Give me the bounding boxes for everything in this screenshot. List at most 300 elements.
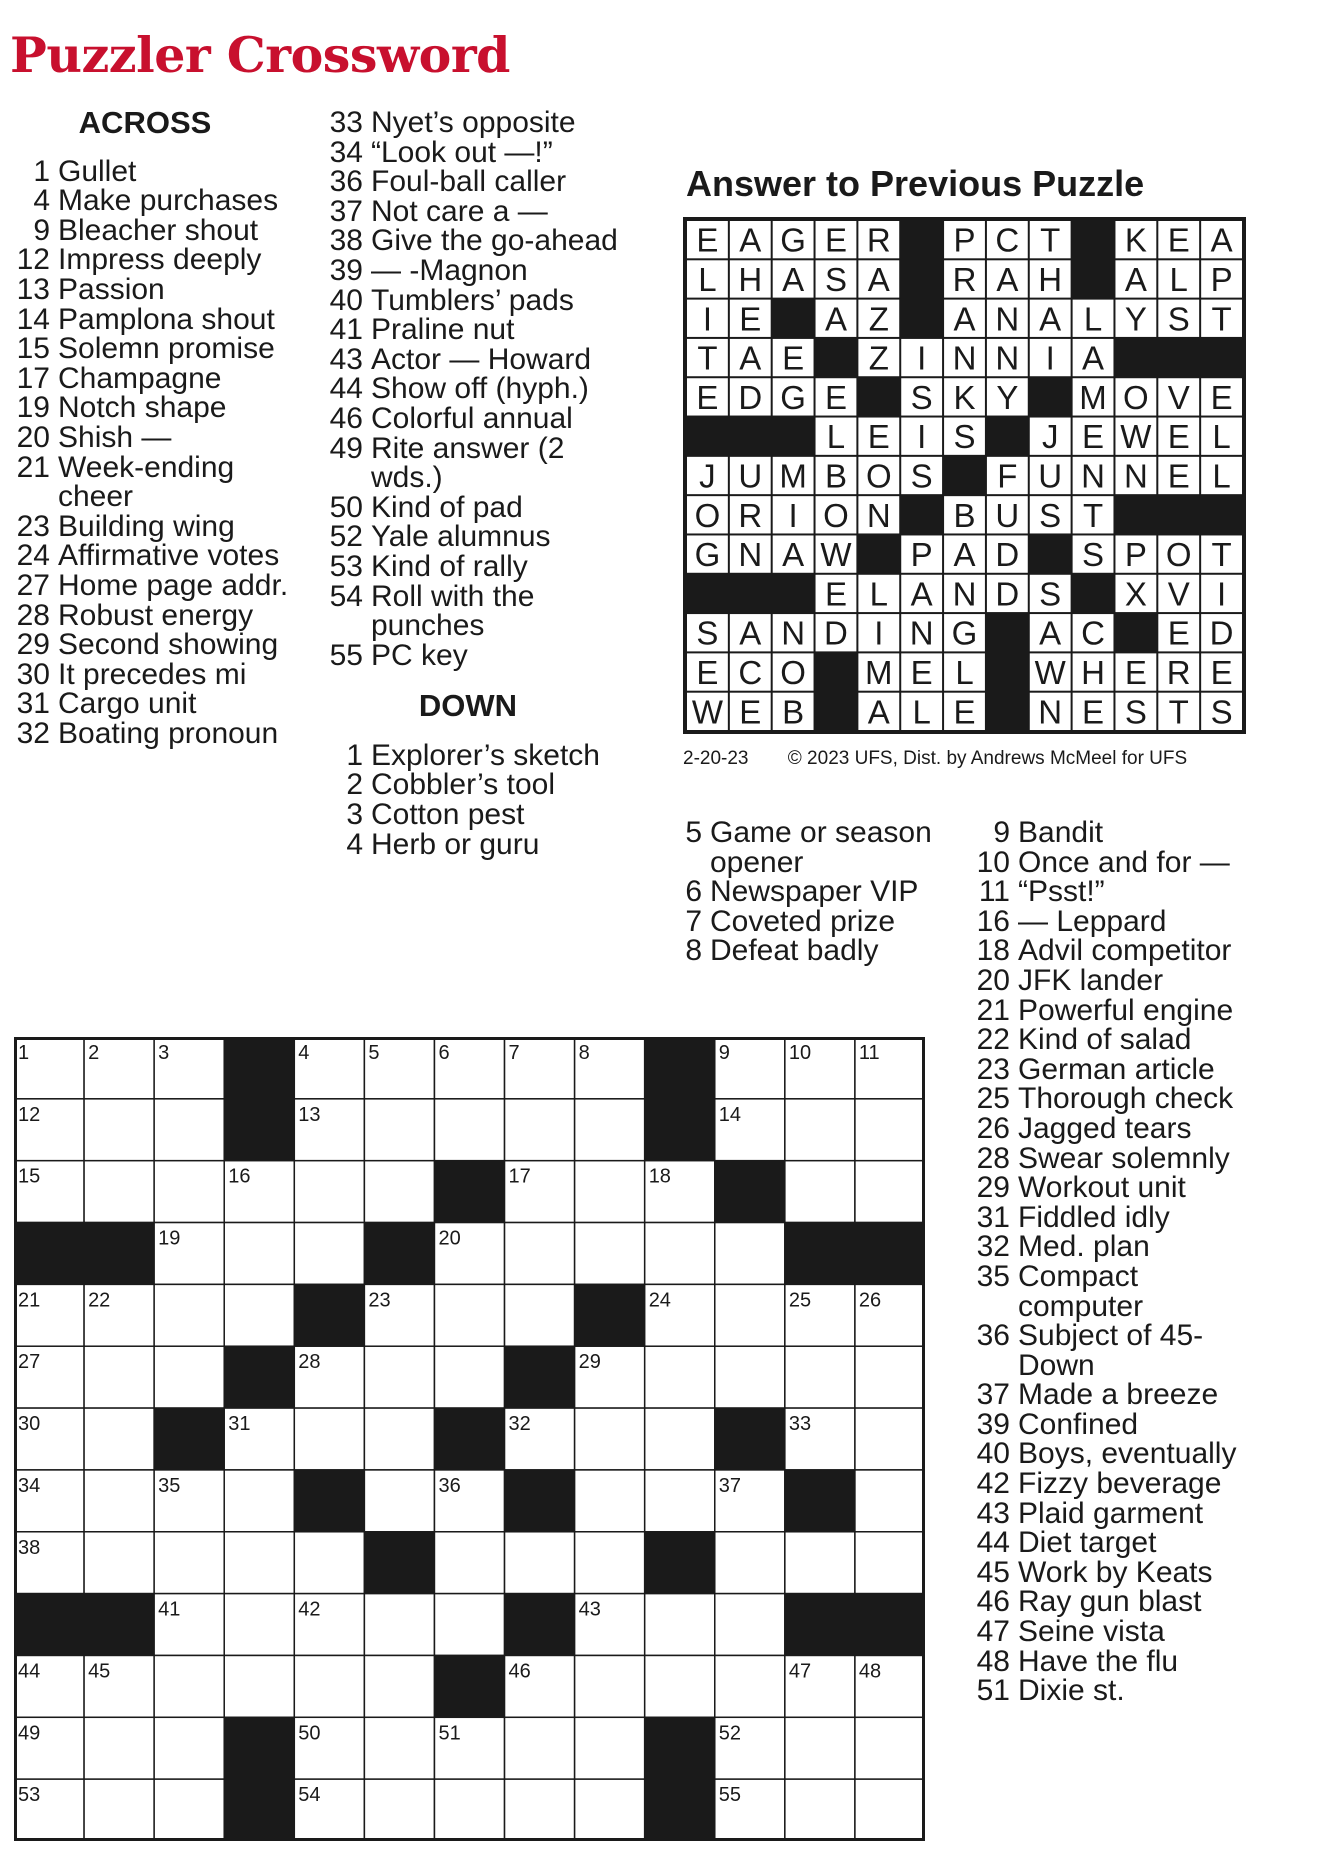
black-square (434, 1655, 504, 1717)
black-square (294, 1284, 364, 1346)
grid-cell[interactable] (84, 1717, 154, 1779)
answer-letter: S (1210, 693, 1233, 731)
answer-black-square (943, 456, 986, 496)
answer-letter: P (910, 536, 933, 574)
cell-number: 38 (18, 1536, 41, 1559)
grid-cell[interactable] (294, 1223, 364, 1285)
grid-cell[interactable] (505, 1779, 575, 1841)
answer-letter: E (739, 300, 762, 338)
down-clue-5 (662, 818, 962, 877)
answer-letter: A (910, 575, 933, 613)
down-clue-35 (970, 1259, 1270, 1323)
clue-text: It precedes mi (58, 657, 247, 691)
grid-cell[interactable] (364, 1779, 434, 1841)
cell-number: 25 (788, 1289, 812, 1312)
grid-cell[interactable] (715, 1655, 785, 1717)
black-square (505, 1594, 575, 1656)
grid-cell[interactable] (84, 1779, 154, 1841)
clue-text: “Psst!” (1018, 875, 1105, 909)
answer-letter: S (1039, 575, 1062, 613)
answer-letter: E (782, 339, 805, 377)
cell-number: 18 (648, 1165, 671, 1188)
black-square (224, 1779, 294, 1841)
answer-letter: Y (1124, 300, 1147, 338)
grid-cell[interactable] (575, 1532, 645, 1594)
down-clue-44 (970, 1528, 1270, 1558)
clue-text: Affirmative votes (58, 539, 280, 573)
cell-number: 10 (788, 1042, 812, 1064)
grid-cell[interactable] (645, 1346, 715, 1408)
black-square (785, 1594, 855, 1656)
across-clue-53 (323, 549, 628, 583)
answer-letter: E (824, 221, 847, 259)
black-square (715, 1161, 785, 1223)
answer-letter: N (952, 339, 977, 377)
grid-cell[interactable] (575, 1099, 645, 1161)
black-square (434, 1408, 504, 1470)
answer-letter: E (1082, 418, 1105, 456)
clue-number: 20 (16, 420, 50, 454)
grid-cell[interactable] (645, 1655, 715, 1717)
answer-letter: W (1034, 654, 1066, 692)
answer-letter: A (953, 300, 976, 338)
answer-letter: O (780, 654, 806, 692)
grid-cell[interactable] (715, 1594, 785, 1656)
black-square (785, 1223, 855, 1285)
answer-letter: S (910, 457, 933, 495)
answer-black-square (815, 692, 858, 731)
clue-number: 36 (329, 165, 363, 199)
answer-letter: O (694, 496, 721, 534)
cell-number: 37 (718, 1474, 742, 1497)
grid-cell[interactable] (154, 1161, 224, 1223)
answer-letter: L (1212, 457, 1231, 495)
grid-cell[interactable] (785, 1161, 855, 1223)
down-clue-10 (970, 845, 1270, 879)
clue-number: 3 (346, 798, 363, 832)
clue-number: 30 (16, 657, 50, 691)
across-clue-14 (10, 302, 300, 336)
answer-letter: A (739, 339, 762, 377)
clue-text: Show off (hyph.) (371, 372, 589, 406)
clue-text: Swear solemnly (1018, 1141, 1230, 1175)
grid-cell[interactable] (84, 1161, 154, 1223)
clue-number: 46 (976, 1585, 1010, 1619)
clue-number: 1 (346, 738, 363, 772)
grid-cell[interactable] (434, 1284, 504, 1346)
grid-cell[interactable] (575, 1470, 645, 1532)
across-clue-41 (323, 315, 628, 345)
clue-number: 1 (33, 154, 50, 188)
grid-cell[interactable] (575, 1408, 645, 1470)
grid-cell[interactable] (505, 1717, 575, 1779)
clue-number: 38 (329, 224, 363, 258)
cell-number: 53 (18, 1784, 41, 1807)
cell-number: 26 (858, 1289, 882, 1312)
grid-cell[interactable] (855, 1161, 925, 1223)
across-clue-19 (10, 393, 300, 423)
answer-grid (683, 217, 1246, 734)
answer-letter: O (1165, 536, 1192, 574)
down-clues-column-3 (970, 818, 1270, 1706)
grid-cell[interactable] (224, 1594, 294, 1656)
clue-number: 2 (346, 768, 363, 802)
clue-text: Ray gun blast (1018, 1585, 1202, 1619)
grid-cell[interactable] (434, 1779, 504, 1841)
black-square (715, 1408, 785, 1470)
across-clue-24 (10, 541, 300, 571)
clue-text: Building wing (58, 509, 235, 543)
grid-cell[interactable] (785, 1779, 855, 1841)
clue-number: 28 (16, 598, 50, 632)
black-square (645, 1779, 715, 1841)
answer-letter: P (1124, 536, 1147, 574)
answer-letter: A (782, 260, 805, 298)
clue-number: 31 (976, 1200, 1010, 1234)
answer-letter: A (1210, 221, 1233, 259)
black-square (14, 1594, 84, 1656)
clue-text: Champagne (58, 361, 222, 395)
clue-number: 11 (978, 875, 1010, 909)
clue-text: Bleacher shout (58, 213, 259, 247)
cell-number: 17 (508, 1165, 531, 1188)
clue-text: Week-ending cheer (58, 450, 235, 514)
answer-letter: I (917, 339, 927, 377)
grid-cell[interactable] (84, 1099, 154, 1161)
grid-cell[interactable] (505, 1532, 575, 1594)
grid-cell[interactable] (575, 1161, 645, 1223)
grid-cell[interactable] (84, 1532, 154, 1594)
clue-number: 21 (16, 450, 50, 484)
grid-cell[interactable] (715, 1532, 785, 1594)
grid-cell[interactable] (224, 1284, 294, 1346)
across-clue-17 (10, 361, 300, 395)
grid-cell[interactable] (224, 1223, 294, 1285)
answer-letter: R (738, 496, 763, 534)
clue-number: 40 (329, 283, 363, 317)
clue-text: Defeat badly (710, 934, 879, 968)
grid-cell[interactable] (785, 1532, 855, 1594)
grid-cell[interactable] (645, 1470, 715, 1532)
grid-cell[interactable] (434, 1099, 504, 1161)
clue-number: 40 (976, 1437, 1010, 1471)
down-clue-7 (662, 904, 962, 938)
answer-title: Answer to Previous Puzzle (686, 163, 1145, 204)
across-clue-15 (10, 334, 300, 364)
across-clue-27 (10, 568, 300, 602)
answer-letter: G (951, 614, 978, 652)
answer-letter: N (738, 536, 763, 574)
cell-number: 29 (578, 1351, 601, 1374)
answer-letter: Z (868, 300, 889, 338)
answer-letter: L (1083, 300, 1103, 338)
down-clue-23 (970, 1052, 1270, 1086)
answer-black-square (686, 574, 729, 614)
answer-letter: T (1168, 693, 1189, 731)
down-clue-36 (970, 1321, 1270, 1380)
across-clue-32 (10, 716, 300, 750)
grid-cell[interactable] (715, 1223, 785, 1285)
grid-cell[interactable] (855, 1779, 925, 1841)
across-clue-49 (323, 431, 628, 495)
grid-cell[interactable] (785, 1346, 855, 1408)
cell-number: 44 (18, 1660, 41, 1683)
grid-cell[interactable] (294, 1408, 364, 1470)
answer-letter: A (782, 536, 805, 574)
clue-text: Cobbler’s tool (371, 768, 555, 802)
answer-letter: K (1124, 221, 1147, 259)
grid-cell[interactable] (364, 1346, 434, 1408)
clue-number: 43 (976, 1496, 1010, 1530)
grid-cell[interactable] (364, 1408, 434, 1470)
clue-number: 24 (16, 539, 50, 573)
clue-text: Kind of salad (1018, 1023, 1192, 1057)
grid-cell[interactable] (364, 1099, 434, 1161)
down-clue-47 (970, 1617, 1270, 1647)
clue-number: 8 (685, 934, 702, 968)
cell-number: 50 (298, 1722, 321, 1745)
down-clue-6 (662, 877, 962, 907)
clue-number: 16 (976, 904, 1010, 938)
answer-letter: N (909, 614, 934, 652)
grid-cell[interactable] (364, 1470, 434, 1532)
answer-letter: R (952, 260, 977, 298)
black-square (224, 1037, 294, 1099)
cell-number: 32 (508, 1413, 531, 1436)
clue-text: German article (1018, 1052, 1215, 1086)
clue-number: 33 (329, 106, 363, 139)
cell-number: 42 (298, 1598, 321, 1621)
grid-cell[interactable] (855, 1717, 925, 1779)
answer-letter: U (738, 457, 763, 495)
black-square (505, 1470, 575, 1532)
clue-text: Once and for — (1018, 845, 1230, 879)
grid-cell[interactable] (84, 1346, 154, 1408)
grid-cell[interactable] (575, 1655, 645, 1717)
grid-cell[interactable] (855, 1470, 925, 1532)
grid-cell[interactable] (575, 1779, 645, 1841)
answer-letter: N (866, 496, 891, 534)
answer-letter: E (910, 654, 933, 692)
clue-number: 31 (16, 687, 50, 721)
answer-letter: A (824, 300, 847, 338)
grid-cell[interactable] (715, 1346, 785, 1408)
grid-cell[interactable] (505, 1284, 575, 1346)
down-clue-1 (323, 738, 628, 772)
grid-cell[interactable] (855, 1532, 925, 1594)
clue-number: 48 (976, 1644, 1010, 1678)
answer-black-square (1114, 338, 1157, 378)
clue-text: Subject of 45-Down (1018, 1319, 1204, 1382)
grid-cell[interactable] (575, 1717, 645, 1779)
clue-text: Notch shape (58, 391, 227, 425)
clue-text: Bandit (1018, 816, 1104, 849)
grid-cell[interactable] (154, 1655, 224, 1717)
clue-text: Work by Keats (1018, 1555, 1213, 1589)
answer-letter: A (996, 260, 1019, 298)
grid-cell[interactable] (434, 1346, 504, 1408)
clue-text: Diet target (1018, 1526, 1157, 1560)
cell-number: 35 (158, 1474, 181, 1497)
answer-letter: I (702, 300, 713, 338)
grid-cell[interactable] (645, 1408, 715, 1470)
answer-letter: E (1082, 693, 1105, 731)
black-square (434, 1161, 504, 1223)
down-clue-2 (323, 770, 628, 800)
grid-cell[interactable] (154, 1099, 224, 1161)
cell-number: 54 (298, 1784, 321, 1807)
answer-letter: M (865, 654, 893, 692)
across-clue-33 (323, 108, 628, 138)
cell-number: 1 (18, 1042, 30, 1064)
answer-letter: S (1167, 300, 1190, 338)
clue-text: Cotton pest (371, 798, 525, 832)
clue-text: Boating pronoun (58, 716, 279, 750)
cell-number: 6 (438, 1042, 450, 1064)
clue-text: Praline nut (371, 313, 515, 347)
down-clue-45 (970, 1555, 1270, 1589)
down-clue-31 (970, 1200, 1270, 1234)
answer-letter: C (1081, 614, 1105, 652)
down-clue-40 (970, 1439, 1270, 1469)
cell-number: 49 (18, 1722, 41, 1745)
cell-number: 4 (298, 1042, 310, 1064)
answer-letter: W (820, 536, 852, 574)
answer-letter: U (995, 496, 1020, 534)
clue-text: Compact computer (1018, 1259, 1144, 1323)
answer-letter: O (1123, 378, 1149, 416)
answer-black-square (986, 613, 1029, 653)
grid-cell[interactable] (154, 1532, 224, 1594)
answer-letter: E (867, 418, 890, 456)
answer-black-square (1072, 574, 1115, 614)
answer-letter: D (738, 378, 763, 416)
answer-letter: K (953, 378, 976, 416)
clue-number: 51 (976, 1674, 1010, 1708)
answer-letter: L (826, 418, 846, 456)
crossword-grid[interactable] (14, 1037, 925, 1841)
grid-cell[interactable] (154, 1284, 224, 1346)
grid-cell[interactable] (364, 1655, 434, 1717)
clue-text: Rite answer (2 wds.) (371, 431, 565, 495)
answer-letter: V (1167, 378, 1190, 416)
clue-number: 35 (976, 1259, 1010, 1293)
grid-cell[interactable] (855, 1408, 925, 1470)
answer-letter: N (952, 575, 977, 613)
clue-number: 49 (329, 431, 363, 465)
grid-cell[interactable] (364, 1594, 434, 1656)
clue-number: 17 (16, 361, 50, 395)
grid-cell[interactable] (505, 1099, 575, 1161)
clue-number: 4 (346, 827, 363, 861)
cell-number: 24 (648, 1289, 671, 1312)
grid-cell[interactable] (84, 1470, 154, 1532)
answer-letter: T (1211, 536, 1232, 574)
grid-cell[interactable] (154, 1717, 224, 1779)
black-square (224, 1346, 294, 1408)
clue-text: Pamplona shout (58, 302, 275, 336)
grid-cell[interactable] (364, 1717, 434, 1779)
grid-cell[interactable] (224, 1470, 294, 1532)
grid-cell[interactable] (154, 1779, 224, 1841)
down-clues-column-2 (662, 818, 962, 966)
answer-letter: D (1209, 614, 1234, 652)
grid-cell[interactable] (84, 1408, 154, 1470)
grid-cell[interactable] (154, 1346, 224, 1408)
clue-number: 37 (976, 1378, 1010, 1412)
grid-cell[interactable] (294, 1161, 364, 1223)
grid-cell[interactable] (785, 1717, 855, 1779)
answer-black-square (1200, 495, 1243, 535)
grid-cell[interactable] (434, 1532, 504, 1594)
clue-text: — Leppard (1018, 904, 1167, 938)
clue-number: 45 (976, 1555, 1010, 1589)
answer-letter: R (1166, 654, 1191, 692)
answer-letter: E (696, 221, 719, 259)
answer-letter: T (1040, 221, 1061, 259)
grid-cell[interactable] (434, 1594, 504, 1656)
grid-cell[interactable] (855, 1346, 925, 1408)
grid-cell[interactable] (505, 1223, 575, 1285)
clue-number: 36 (976, 1319, 1010, 1353)
down-clue-11 (970, 877, 1270, 907)
answer-letter: S (696, 614, 719, 652)
answer-letter: T (1082, 496, 1104, 534)
grid-cell[interactable] (575, 1223, 645, 1285)
answer-letter: E (1167, 418, 1190, 456)
answer-black-square (1157, 338, 1200, 378)
answer-letter: E (1167, 221, 1190, 259)
answer-letter: E (1167, 614, 1190, 652)
answer-letter: I (874, 614, 884, 652)
grid-cell[interactable] (855, 1099, 925, 1161)
clue-number: 54 (329, 579, 363, 613)
grid-cell[interactable] (785, 1099, 855, 1161)
grid-cell[interactable] (645, 1594, 715, 1656)
answer-black-square (900, 299, 943, 339)
answer-letter: S (1082, 536, 1105, 574)
down-clue-21 (970, 993, 1270, 1027)
grid-cell[interactable] (224, 1532, 294, 1594)
answer-letter: S (910, 378, 933, 416)
down-list-1 (323, 738, 628, 861)
across-clue-55 (323, 638, 628, 672)
answer-letter: N (995, 300, 1020, 338)
clue-number: 34 (329, 135, 363, 169)
answer-letter: N (995, 339, 1020, 377)
answer-letter: J (1041, 418, 1059, 456)
answer-letter: B (782, 693, 805, 731)
cell-number: 3 (158, 1042, 170, 1064)
grid-cell[interactable] (224, 1655, 294, 1717)
cell-number: 27 (18, 1351, 41, 1374)
cell-number: 46 (508, 1660, 531, 1683)
answer-letter: A (739, 221, 762, 259)
black-square (645, 1037, 715, 1099)
grid-cell[interactable] (294, 1532, 364, 1594)
grid-cell[interactable] (645, 1223, 715, 1285)
clue-text: Powerful engine (1018, 993, 1234, 1027)
answer-letter: Y (996, 378, 1019, 416)
grid-cell[interactable] (364, 1161, 434, 1223)
clue-number: 12 (16, 243, 50, 277)
clue-text: Game or season opener (710, 816, 932, 879)
down-clue-9 (970, 818, 1270, 848)
grid-cell[interactable] (715, 1284, 785, 1346)
grid-cell[interactable] (294, 1655, 364, 1717)
clue-number: 23 (976, 1052, 1010, 1086)
clue-text: Fiddled idly (1018, 1200, 1170, 1234)
